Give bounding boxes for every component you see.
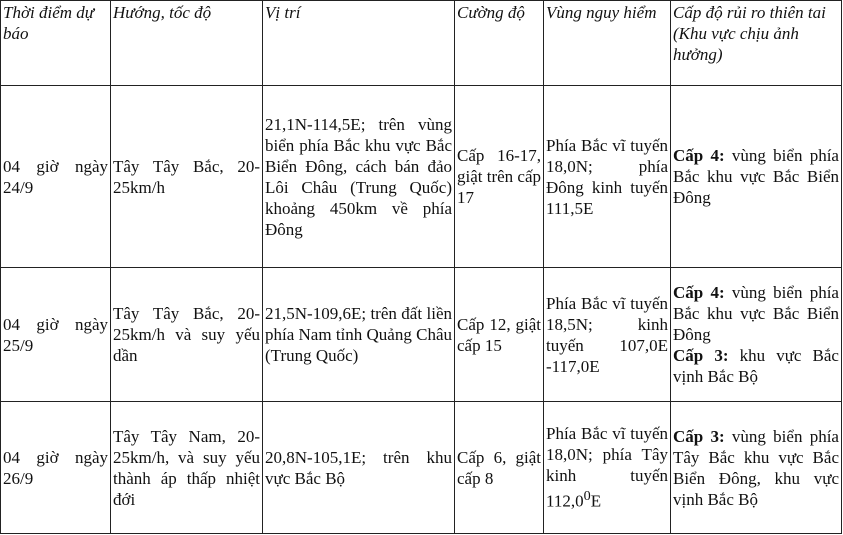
risk-area-text: vùng biển phía Bắc khu vực Bắc Biển Đông [673,146,839,207]
cell-time: 04 giờ ngày 25/9 [1,268,111,402]
header-intensity: Cường độ [455,1,544,86]
header-row [1,1,842,86]
danger-zone-tail: E [590,491,602,511]
cell-risk-level [671,402,842,534]
risk-level-label: Cấp 4: [673,283,725,302]
header-position: Vị trí [263,1,455,86]
cell-time: 04 giờ ngày 26/9 [1,402,111,534]
cell-intensity: Cấp 12, giật cấp 15 [455,268,544,402]
cell-danger-zone: Phía Bắc vĩ tuyến 18,5N; kinh tuyến 107,0E -117,0E [544,268,671,402]
header-time: Thời điểm dự báo [1,1,111,86]
header-risk-level: Cấp độ rủi ro thiên tai (Khu vực chịu ảnh hưởng) [671,1,842,86]
cell-position: 20,8N-105,1E; trên khu vực Bắc Bộ [263,402,455,534]
risk-area-text: vùng biển phía Tây Bắc khu vực Bắc Biển Đông, khu vực vịnh Bắc Bộ [673,426,839,509]
cell-risk-level [671,268,842,402]
risk-level-label: Cấp 3: [673,426,725,446]
header-direction: Hướng, tốc độ [111,1,263,86]
cell-time: 04 giờ ngày 24/9 [1,86,111,268]
cell-position: 21,5N-109,6E; trên đất liền phía Nam tỉnh Quảng Châu (Trung Quốc) [263,268,455,402]
risk-level-label: Cấp 3: [673,346,729,365]
cell-direction: Tây Tây Bắc, 20-25km/h [111,86,263,268]
table-row [1,402,842,534]
risk-entry [673,282,839,345]
danger-zone-text: Phía Bắc vĩ tuyến 18,0N; phía Tây kinh tuyến 112,0 [546,424,668,511]
cell-direction: Tây Tây Nam, 20-25km/h, và suy yếu thành áp thấp nhiệt đới [111,402,263,534]
cell-direction: Tây Tây Bắc, 20-25km/h và suy yếu dần [111,268,263,402]
risk-area-text: khu vực Bắc vịnh Bắc Bộ [673,346,839,386]
cell-risk-level [671,86,842,268]
cell-intensity: Cấp 16-17, giật trên cấp 17 [455,86,544,268]
table-row [1,268,842,402]
cell-danger-zone [544,402,671,534]
risk-area-text: vùng biển phía Bắc khu vực Bắc Biển Đông [673,283,839,344]
risk-level-label: Cấp 4: [673,146,725,165]
degree-superscript: 0 [583,488,591,505]
risk-entry [673,345,839,387]
table-row [1,86,842,268]
cell-position: 21,1N-114,5E; trên vùng biển phía Bắc khu vực Bắc Biển Đông, cách bán đảo Lôi Châu (Trung Quốc) khoảng 450km về phía Đông [263,86,455,268]
cell-intensity: Cấp 6, giật cấp 8 [455,402,544,534]
cell-danger-zone: Phía Bắc vĩ tuyến 18,0N; phía Đông kinh tuyến 111,5E [544,86,671,268]
header-danger-zone: Vùng nguy hiểm [544,1,671,86]
